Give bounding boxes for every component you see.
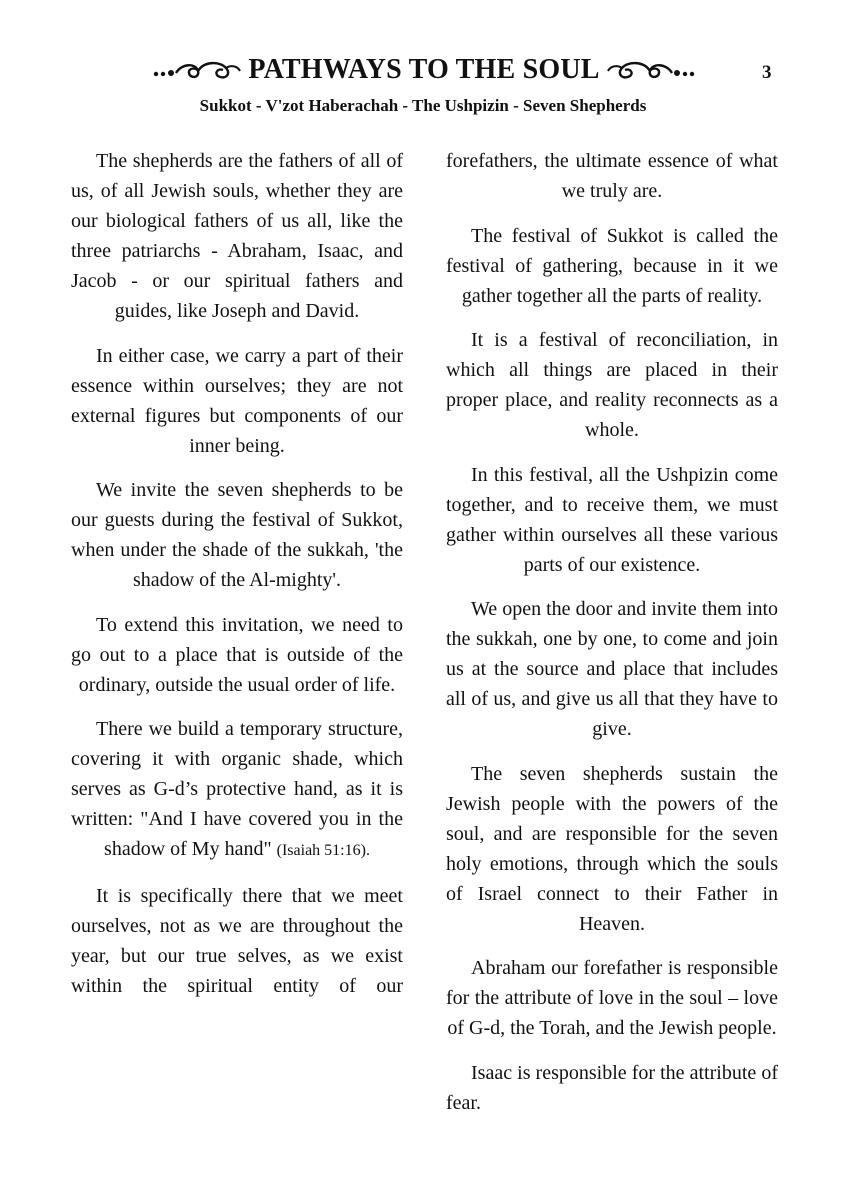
paragraph: We invite the seven shepherds to be our guests during the festival of Sukkot, when under the shade of the sukkah, 'the shadow of the Al-mighty'. — [71, 479, 403, 591]
paragraph-with-citation — [71, 714, 403, 866]
paragraph: The festival of Sukkot is called the festival of gathering, because in it we gather together all the parts of reality. — [446, 224, 778, 307]
paragraph: forefathers, the ultimate essence of what we truly are. — [446, 150, 778, 202]
page-header — [0, 50, 846, 90]
paragraph: Abraham our forefather is responsible for the attribute of love in the soul – love of G-d, the Torah, and the Jewish people. — [446, 957, 778, 1039]
paragraph: Isaac is responsible for the attribute of fear. — [446, 1061, 778, 1114]
citation: (Isaiah 51:16). — [276, 842, 370, 859]
paragraph-text: There we build a temporary structure, covering it with organic shade, which serves as G-d’s protective hand, as it is written: "And I have covered you in the shadow of My hand" — [71, 718, 403, 860]
paragraph: The seven shepherds sustain the Jewish people with the powers of the soul, and are responsible for the seven holy emotions, through which the souls of Israel connect to their Father in Heaven. — [446, 762, 778, 935]
paragraph: We open the door and invite them into the sukkah, one by one, to come and join us at the source and place that includes all of us, and give us all that they have to give. — [446, 598, 778, 740]
paragraph: To extend this invitation, we need to go out to a place that is outside of the ordinary, outside the usual order of life. — [71, 613, 403, 696]
right-column — [446, 146, 778, 1132]
paragraph: It is specifically there that we meet ourselves, not as we are throughout the year, but our true selves, as we exist within the spiritual entity of our — [71, 884, 403, 997]
left-column — [71, 146, 403, 1015]
title-row — [134, 52, 714, 88]
page-number: 3 — [762, 62, 772, 83]
paragraph: It is a festival of reconciliation, in which all things are placed in their proper place, and reality reconnects as a whole. — [446, 329, 778, 441]
page-title: PATHWAYS TO THE SOUL — [248, 54, 600, 85]
paragraph: In either case, we carry a part of their essence within ourselves; they are not external figures but components of our inner being. — [71, 344, 403, 457]
left-flourish-ornament-icon — [152, 59, 242, 81]
right-flourish-ornament-icon — [606, 59, 696, 81]
paragraph: In this festival, all the Ushpizin come together, and to receive them, we must gather within ourselves all these various parts of our existence. — [446, 463, 778, 576]
paragraph: The shepherds are the fathers of all of us, of all Jewish souls, whether they are our biological fathers of us all, like the three patriarchs - Abraham, Isaac, and Jacob - or our spiritual fathers and guides, like Joseph and David. — [71, 150, 403, 322]
page-subtitle: Sukkot - V'zot Haberachah - The Ushpizin - Seven Shepherds — [199, 96, 647, 115]
